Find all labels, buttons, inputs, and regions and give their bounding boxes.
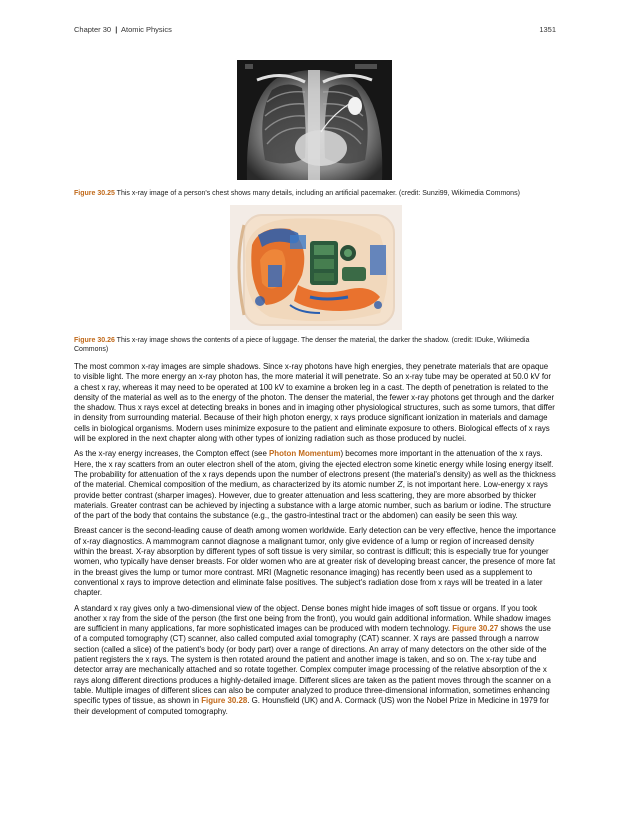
paragraph-text: ) becomes more important in the attenuation of the x rays. Here, the x ray scatters from an outer electron shell of the atom, giving the ejected electron some kinetic energy while losing energy itself. The probability for attenuation of the x rays depends upon the number of electrons present (the material's density) as well as the thickness of the material. Chemical composition of the medium, as characterized by its atomic number <box>74 449 556 490</box>
body-text <box>74 362 556 722</box>
figure-caption <box>74 189 556 198</box>
paragraph-text: , is not important here. Low-energy x rays provide better contrast (sharper images). However, due to greater attenuation and less scattering, they are more absorbed by thicker materials. Greater contrast can be achieved by injecting a substance with a large atomic number, such as barium or iodine. The structure of the part of the body that contains the substance (e.g., the gastro-intestinal tract or the abdomen) can easily be seen this way. <box>74 480 552 521</box>
luggage-xray-drawing <box>230 205 402 330</box>
math-symbol: Z <box>397 480 403 490</box>
figure-label: Figure 30.25 <box>74 190 115 197</box>
chapter-heading <box>74 25 172 34</box>
paragraph: The most common x-ray images are simple shadows. Since x-ray photons have high energies, they penetrate materials that are opaque to visible light. The more energy an x-ray photon has, the more material it will penetrate. So an x-ray tube may be operated at 50.0 kV for a chest x ray, whereas it may need to be operated at 100 kV to examine a broken leg in a cast. The depth of penetration is related to the density of the material as well as to the energy of the photon. The denser the material, the fewer x-ray photons get through and the darker the shadow. Thus x rays excel at detecting breaks in bones and in imaging other physiological structures, such as some tumors, that differ in density from surrounding material. Because of their high photon energy, x rays produce significant ionization in materials and damage cells in biological organisms. Modern uses minimize exposure to the patient and eliminate exposure to others. Biological effects of x rays will be explored in the next chapter along with other types of ionizing radiation such as those produced by nuclei. <box>74 362 555 444</box>
figure-label: Figure 30.26 <box>74 337 115 344</box>
header-separator: | <box>115 25 118 34</box>
figure-caption-text: This x-ray image shows the contents of a piece of luggage. The denser the material, the darker the shadow. (credit: IDuke, Wikimedia Commons) <box>74 337 530 353</box>
photon-momentum-link[interactable]: Photon Momentum <box>269 449 341 459</box>
chest-xray-image <box>237 60 392 180</box>
figure-caption <box>74 336 556 354</box>
paragraph-text: A standard x ray gives only a two-dimensional view of the object. Dense bones might hide images of soft tissue or organs. If you took another x ray from the side of the person (the first one being from the front), you would gain additional information. While shadow images are sufficient in many applications, far more sophisticated images can be produced with modern technology. <box>74 603 551 634</box>
page-header <box>74 25 556 34</box>
chest-xray-drawing <box>237 60 392 180</box>
paragraph: Breast cancer is the second-leading cause of death among women worldwide. Early detection can be very effective, hence the importance of x-ray diagnostics. A mammogram cannot diagnose a malignant tumor, only give evidence of a lump or region of increased density within the breast. X-ray absorption by different types of soft tissue is very similar, so contrast is difficult; this is especially true for younger women, who typically have denser breasts. For older women who are at greater risk of developing breast cancer, the presence of more fat in the breast gives the lump or tumor more contrast. MRI (Magnetic resonance imaging) has recently been used as a supplement to conventional x rays to improve detection and eliminate false positives. The subject's radiation dose from x rays will be treated in a later chapter. <box>74 526 556 598</box>
page-number: 1351 <box>539 25 556 34</box>
figure-30-28-link[interactable]: Figure 30.28 <box>201 696 248 706</box>
figure-30-27-link[interactable]: Figure 30.27 <box>452 624 499 634</box>
paragraph <box>74 449 556 521</box>
paragraph-text: . G. Hounsfield (UK) and A. Cormack (US) won the Nobel Prize in Medicine in 1979 for their development of computed tomography. <box>74 696 549 716</box>
paragraph-text: shows the use of a computed tomography (CT) scanner, also called computed axial tomography (CAT) scanner. X rays are passed through a narrow section (called a slice) of the patient's body (or body part) over a range of directions. An array of many detectors on the other side of the patient registers the x rays. The system is then rotated around the patient and another image is taken, and so on. The x-ray tube and detector array are mechanically attached and so rotate together. Complex computer image processing of the relative absorption of the x rays along different directions produces a highly-detailed image. Different slices are taken as the patient moves through the scanner on a table. Multiple images of different slices can also be computer analyzed to produce three-dimensional information, sometimes enhancing specific types of tissue, as shown in <box>74 624 551 706</box>
figure-caption-text: This x-ray image of a person's chest shows many details, including an artificial pacemaker. (credit: Sunzi99, Wikimedia Commons) <box>114 190 520 197</box>
paragraph-text: As the x-ray energy increases, the Compton effect (see <box>74 449 270 459</box>
luggage-xray-image <box>230 205 402 330</box>
chapter-title: Atomic Physics <box>120 25 172 34</box>
chapter-number: Chapter 30 <box>74 25 112 34</box>
paragraph <box>74 604 556 717</box>
